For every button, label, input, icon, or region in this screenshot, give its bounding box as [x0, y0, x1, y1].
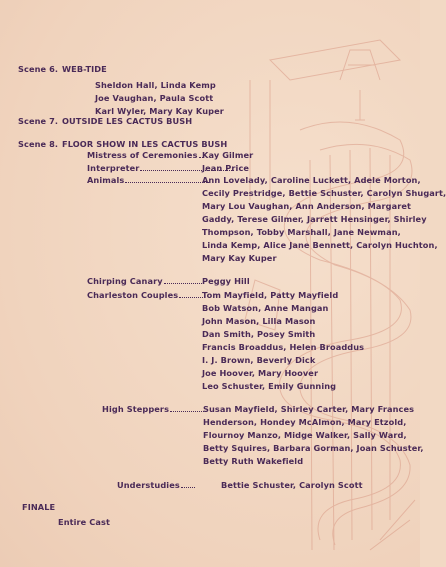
cast-canary: Peggy Hill [202, 276, 250, 286]
cast-charleston-line: I. J. Brown, Beverly Dick [202, 355, 316, 365]
cast-animals-line: Mary Kay Kuper [202, 253, 277, 263]
scene-7-label: Scene 7. [18, 116, 59, 126]
cast-steppers-line: Flournoy Manzo, Midge Walker, Sally Ward, [203, 430, 407, 440]
finale-cast: Entire Cast [58, 517, 111, 527]
scene-6-cast-line: Joe Vaughan, Paula Scott [95, 93, 214, 103]
cast-animals-line: Mary Lou Vaughan, Ann Anderson, Margaret [202, 201, 412, 211]
cast-charleston-line: Bob Watson, Anne Mangan [202, 303, 329, 313]
cast-animals-line: Thompson, Tobby Marshall, Jane Newman, [202, 227, 401, 237]
scene-6-title: WEB-TIDE [62, 64, 107, 74]
cast-steppers-line: Henderson, Hondey McAlmon, Mary Etzold, [203, 417, 407, 427]
role-understudies: Understudies [117, 480, 196, 490]
cast-interpreter: Jean Price [202, 163, 250, 173]
role-mistress: Mistress of Ceremonies [87, 150, 204, 160]
finale-title: FINALE [22, 502, 56, 512]
role-animals: Animals [87, 175, 210, 185]
cast-animals-line: Cecily Prestridge, Bettie Schuster, Carolyn Shugart, [202, 188, 446, 198]
cast-understudies: Bettie Schuster, Carolyn Scott [221, 480, 363, 490]
role-interpreter: Interpreter [87, 163, 235, 173]
cast-steppers-line: Susan Mayfield, Shirley Carter, Mary Frances [203, 404, 415, 414]
cast-charleston-line: John Mason, Lilla Mason [202, 316, 316, 326]
cast-animals-line: Gaddy, Terese Gilmer, Jarrett Hensinger, Shirley [202, 214, 427, 224]
role-canary: Chirping Canary [87, 276, 205, 286]
cast-charleston-line: Francis Broaddus, Helen Broaddus [202, 342, 365, 352]
cast-charleston-line: Leo Schuster, Emily Gunning [202, 381, 337, 391]
role-high-steppers: High Steppers [102, 404, 207, 414]
scene-6-cast-line: Sheldon Hall, Linda Kemp [95, 80, 216, 90]
cast-charleston-line: Tom Mayfield, Patty Mayfield [202, 290, 339, 300]
scene-8-title: FLOOR SHOW IN LES CACTUS BUSH [62, 139, 228, 149]
role-charleston: Charleston Couples [87, 290, 204, 300]
scene-6-cast-line: Karl Wyler, Mary Kay Kuper [95, 106, 224, 116]
cast-charleston-line: Joe Hoover, Mary Hoover [202, 368, 319, 378]
cast-charleston-line: Dan Smith, Posey Smith [202, 329, 316, 339]
scene-8-label: Scene 8. [18, 139, 59, 149]
cast-steppers-line: Betty Squires, Barbara Gorman, Joan Schuster, [203, 443, 424, 453]
cast-mistress: Kay Gilmer [202, 150, 254, 160]
cast-animals-line: Ann Lovelady, Caroline Luckett, Adele Morton, [202, 175, 421, 185]
cast-animals-line: Linda Kemp, Alice Jane Bennett, Carolyn Huchton, [202, 240, 438, 250]
scene-6-label: Scene 6. [18, 64, 59, 74]
scene-7-title: OUTSIDE LES CACTUS BUSH [62, 116, 193, 126]
cast-steppers-line: Betty Ruth Wakefield [203, 456, 304, 466]
